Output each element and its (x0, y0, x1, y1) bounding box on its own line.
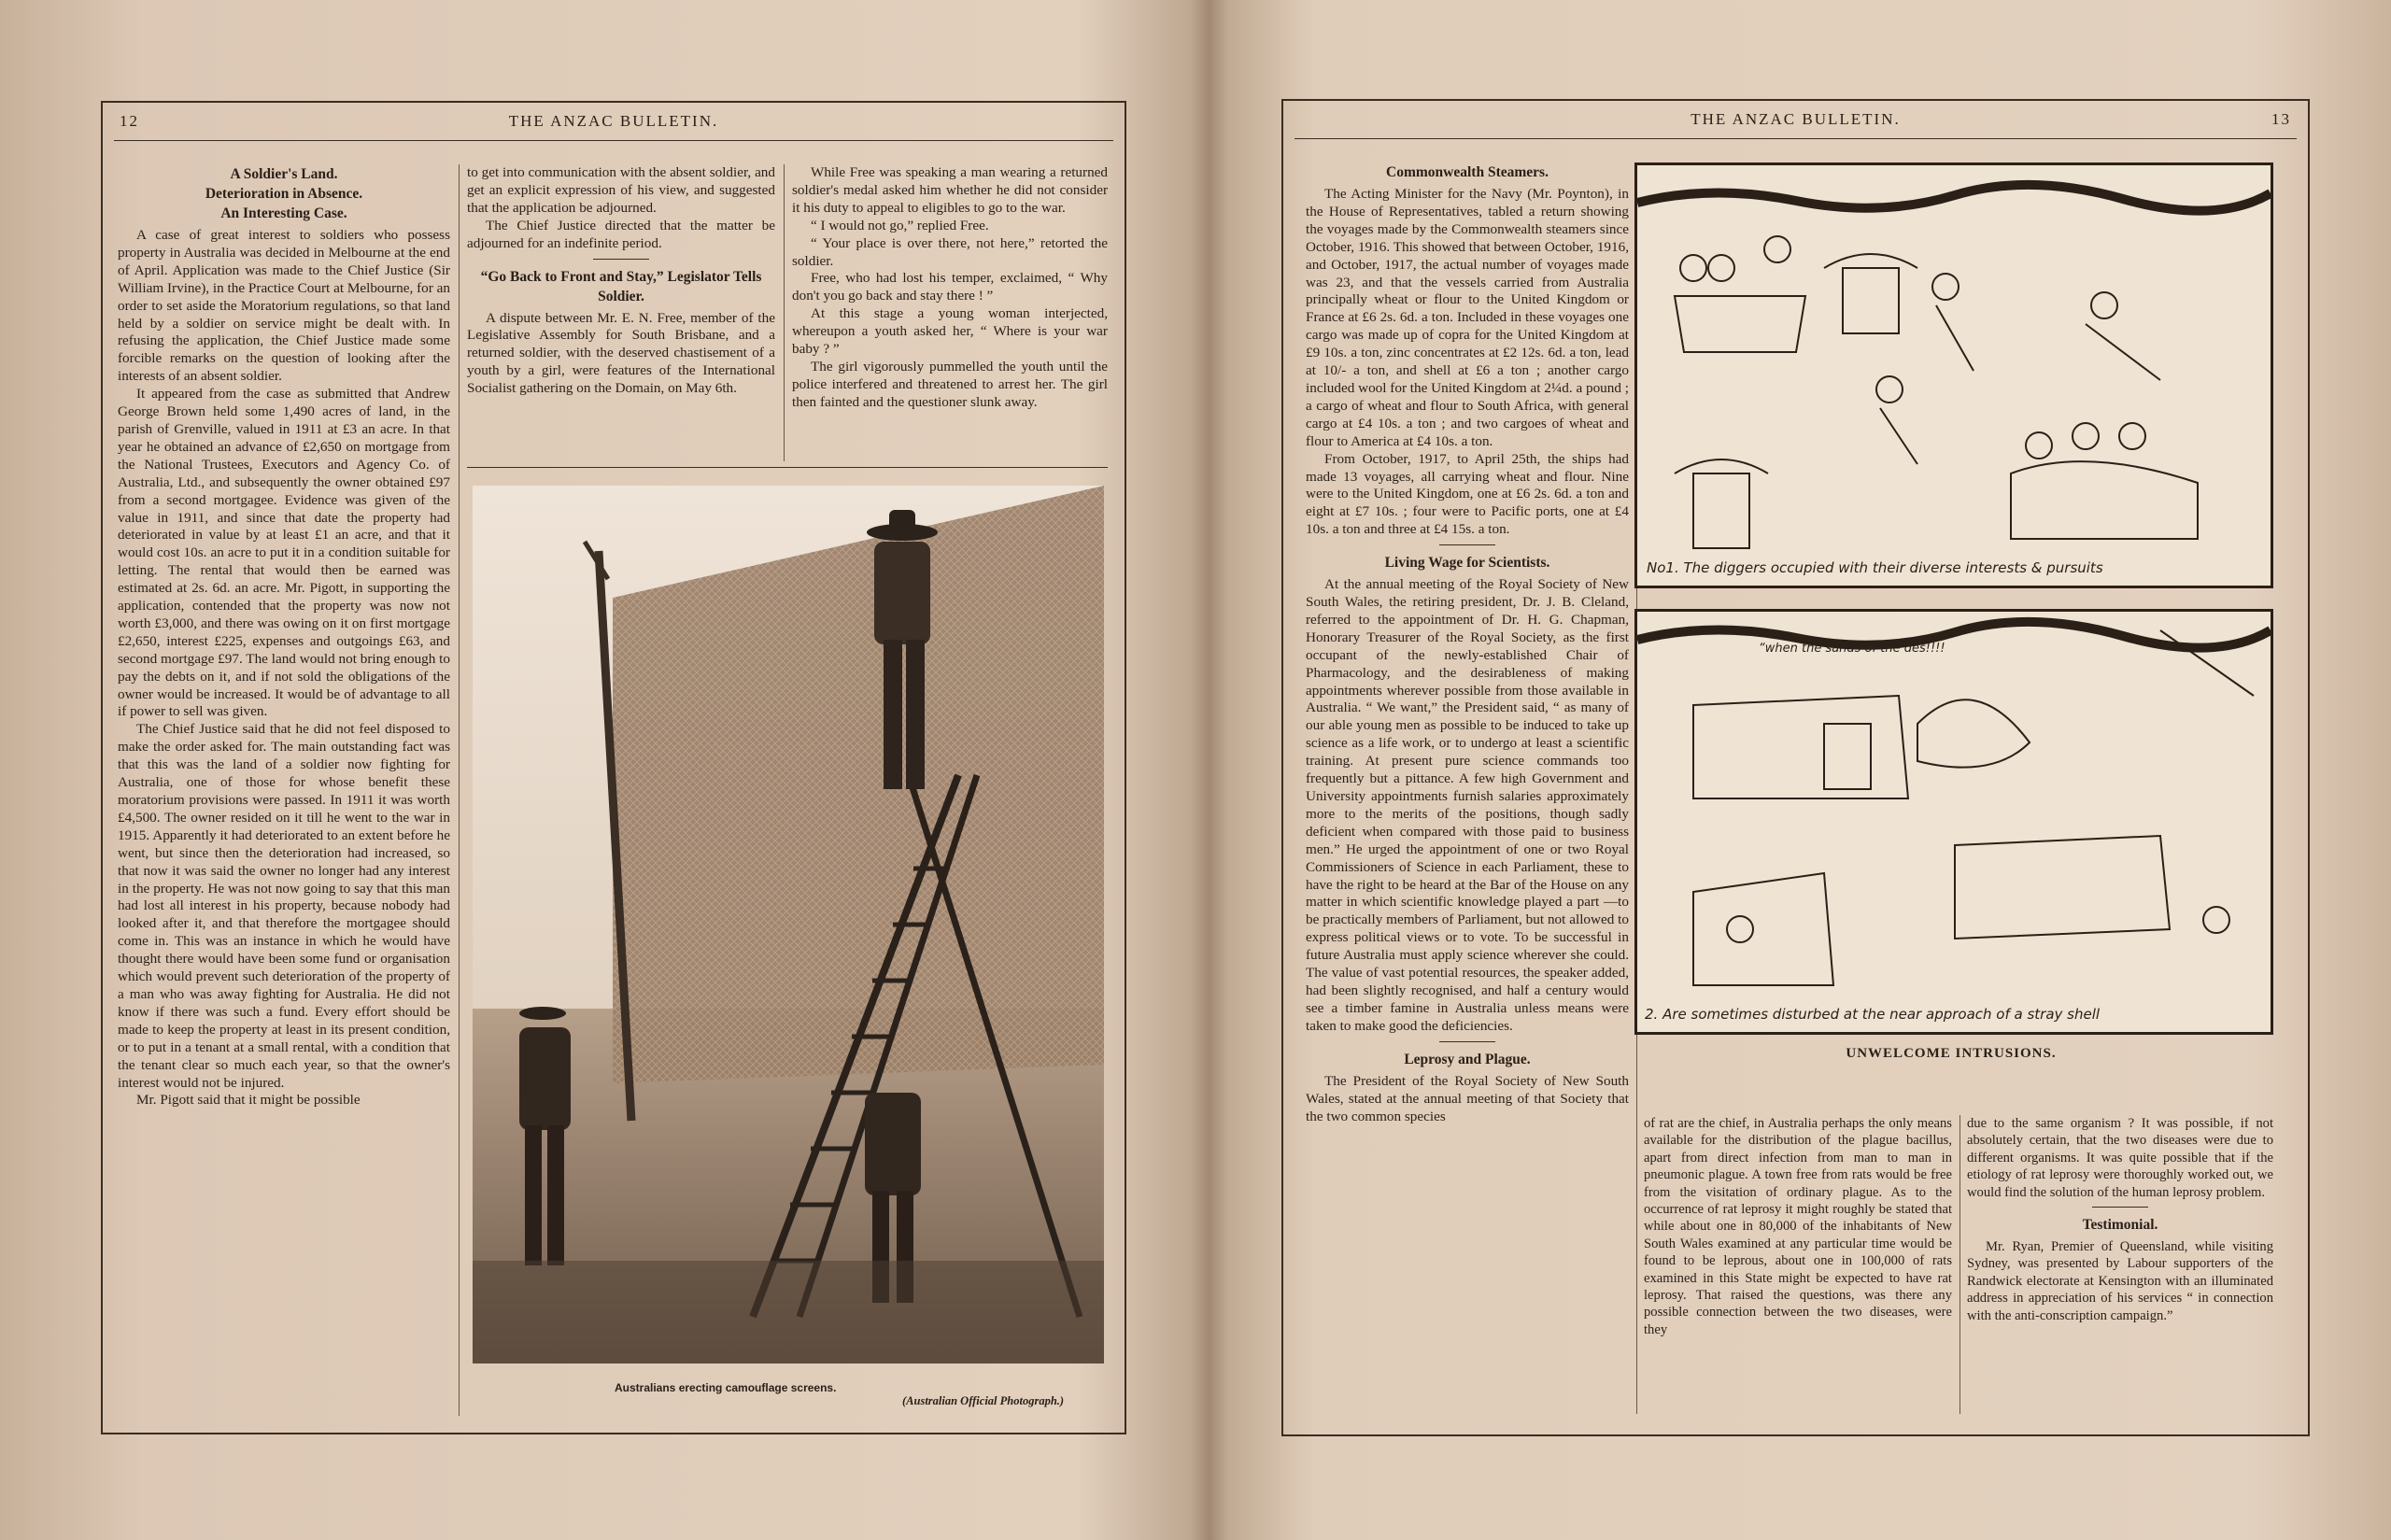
article-heading: A Soldier's Land. Deterioration in Absence. An Interesting Case. (205, 166, 363, 221)
cartoon-panel-2 (1634, 609, 2273, 1035)
book-gutter (1191, 0, 1228, 1540)
paragraph: “ Your place is over there, not here,” retorted the soldier. (792, 234, 1108, 269)
running-title: THE ANZAC BULLETIN. (508, 112, 719, 130)
cartoon-caption-2: 2. Are sometimes disturbed at the near approach of a stray shell (1645, 1006, 2101, 1023)
left-page-header (120, 112, 1108, 136)
column-divider (1959, 1115, 1960, 1414)
paragraph: A case of great interest to soldiers who possess property in Australia was decided in Melbourne at the end of April. Application was made to the Chief Justice (Sir William Irvine), in the Practice Court at Melbourne, for an order to set aside the Moratorium regulations, so that land held by a soldier on service might be dealt with. In refusing the application, the Chief Justice made some forcible remarks on the question of looking after the interests of an absent soldier. (118, 227, 450, 385)
paragraph: Free, who had lost his temper, exclaimed, “ Why don't you go back and stay there ! ” (792, 270, 1108, 304)
paragraph: Mr. Pigott said that it might be possible (136, 1092, 361, 1109)
paragraph: The Chief Justice directed that the matter be adjourned for an indefinite period. (467, 217, 775, 251)
page-number: 12 (120, 112, 139, 130)
photo-top-rule (467, 467, 1108, 468)
header-rule (1295, 138, 2297, 139)
right-page (1281, 99, 2310, 1436)
running-title: THE ANZAC BULLETIN. (1691, 110, 1901, 128)
paragraph: It appeared from the case as submitted that Andrew George Brown held some 1,490 acres of land, in the parish of Grenville, valued in 1911 at £3 an acre. In that year he obtained an advance of £2,650 on mortgage from the National Trustees, Executors and Agency Co. of Australia, Ltd., and subsequently the owner obtained £97 from a second mortgagee. Evidence was given of the value in 1911, and since that date the property had deteriorated in value by at least £1 an acre, and that it would cost 10s. an acre to put it in a condition suitable for letting. The rental that would then be earned was estimated at 2s. 6d. an acre. Mr. Pigott, in supporting the application, contended that the property was now not worth £3,000, and there was owing on it on first mortgage £2,650, interest £225, expenses and outgoings £63, and second mortgage £97. The land would not bring enough to pay the debts on it, and if not sold the obligations of the owner would be increased. It would be of advantage to all if power to sell was given. (118, 386, 450, 720)
section-rule (593, 259, 649, 260)
photo-image (473, 486, 1104, 1363)
article-heading: “Go Back to Front and Stay,” Legislator Tells Soldier. (480, 268, 762, 304)
photo-caption: Australians erecting camouflage screens. (615, 1381, 837, 1394)
section-rule (1439, 544, 1495, 545)
paragraph: From October, 1917, to April 25th, the ships had made 13 voyages, all carrying wheat and flour. Nine were to the United Kingdom, one at £6 2s. 6d. a ton and eight at £7 10s. ; four were to Pacific ports, one at £4 10s. a ton and three at £4 15s. a ton. (1306, 450, 1629, 538)
cartoon-speech: “when the sands of the des!!!! (1759, 642, 1945, 656)
cartoon-caption-1: No1. The diggers occupied with their diverse interests & pursuits (1647, 559, 2103, 576)
article-heading: Leprosy and Plague. (1404, 1051, 1531, 1067)
camouflage-photo (473, 486, 1104, 1363)
article-heading: Living Wage for Scientists. (1384, 555, 1550, 572)
right-column-2 (1644, 1115, 1952, 1420)
column-divider (784, 164, 785, 461)
right-column-3 (1967, 1115, 2273, 1420)
page-number: 13 (2271, 110, 2291, 128)
paragraph: due to the same organism ? It was possible, if not absolutely certain, that the two diseases were due to different organisms. It was quite possible that if the etiology of rat leprosy were thoroughly worked out, we would find the solution of the human leprosy problem. (1967, 1116, 2273, 1200)
article-heading: Testimonial. (2082, 1217, 2158, 1234)
article-heading: Commonwealth Steamers. (1386, 164, 1549, 180)
paragraph: of rat are the chief, in Australia perhaps the only means available for the distribution of the plague bacillus, apart from direct infection from man to man in pneumonic plague. A town free from rats would be free from the visitation of ordinary plague. As to the occurrence of rat leprosy it might roughly be stated that while about one in 80,000 of the inhabitants of New South Wales examined at any particular time would be found to be leprous, about one in 100,000 of rats examined in this State might be expected to have rat leprosy. That raised the questions, was there any possible connection between the two diseases, were they (1644, 1116, 1952, 1337)
paragraph: The girl vigorously pummelled the youth until the police interfered and threatened to arrest her. The girl then fainted and the questioner slunk away. (792, 358, 1108, 410)
photo-credit: (Australian Official Photograph.) (902, 1394, 1065, 1407)
paragraph: A dispute between Mr. E. N. Free, member of the Legislative Assembly for South Brisbane, and a returned soldier, with the deserved chastisement of a youth by a girl, were features of the International Socialist gathering on the Domain, on May 6th. (467, 309, 775, 397)
paragraph: The President of the Royal Society of New South Wales, stated at the annual meeting of that Society that the two common species (1306, 1072, 1629, 1124)
paragraph: Mr. Ryan, Premier of Queensland, while visiting Sydney, was presented by Labour supporters of the Randwick electorate at Kensington with an illuminated address in appreciation of his services “ in connection with the anti-conscription campaign.” (1967, 1239, 2273, 1323)
left-column-2 (467, 164, 775, 461)
left-page (101, 101, 1126, 1434)
right-column-1 (1306, 162, 1629, 1420)
cartoon-drawing (1637, 165, 2271, 586)
paragraph: “ I would not go,” replied Free. (811, 217, 989, 233)
paragraph: The Chief Justice said that he did not feel disposed to make the order asked for. The main outstanding fact was that this was the land of a soldier now fighting for Australia, one of those for whose benefit these moratorium provisions were passed. In 1911 it was worth £4,500. The owner resided on it till he went to the war in 1915. Apparently it had deteriorated to an extent before he went, but since then the deterioration had increased, so that now it was said the owner no longer had any interest in the property. He was not now going to say that this man had lost all interest in his property, because nobody had looked after it, and that therefore the mortgagee should come in. This was an instance in which he would have thought there would have been some fund or organisation which would prevent such deterioration of the property of a man who was away fighting for Australia. He did not know if there was such a fund. Every effort should be made to keep the property at least in its present condition, or to put in a tenant at a small rental, with a condition that the tenant clear so much each year, so that the owner's interest would not be injured. (118, 721, 450, 1091)
cartoon-title: UNWELCOME INTRUSIONS. (1846, 1046, 2057, 1061)
left-column-1 (118, 164, 450, 1421)
paragraph: While Free was speaking a man wearing a returned soldier's medal asked him whether he did not consider it his duty to appeal to eligibles to go to the war. (792, 164, 1108, 216)
cartoon-panel-1 (1634, 162, 2273, 588)
right-page-header (1300, 110, 2291, 134)
section-rule (1439, 1041, 1495, 1042)
paragraph: The Acting Minister for the Navy (Mr. Poynton), in the House of Representatives, tabled a return showing the voyages made by the Commonwealth steamers since October, 1916. This showed that between October, 1916, and October, 1917, the actual number of voyages made was 23, and that the vessels carried from Australia principally wheat or flour to the United Kingdom or France at £6 2s. 6d. a ton. Included in these voyages one cargo was made up of copra for the United Kingdom at £9 10s. a ton, zinc concentrates at £2 12s. 6d. a ton, lead at 10/- a ton, and shell at £6 a ton ; another cargo included wool for the United Kingdom at 2¼d. a pound ; a cargo of wheat and flour to South Africa, with general cargo at £4 10s. a ton ; and two cargoes of wheat and flour to America at £4 10s. a ton. (1306, 186, 1629, 449)
section-rule (2092, 1207, 2148, 1208)
column-divider (459, 164, 460, 1416)
paragraph: At this stage a young woman interjected, whereupon a youth asked her, “ Where is your war baby ? ” (792, 305, 1108, 358)
paragraph: At the annual meeting of the Royal Society of New South Wales, the retiring president, Dr. J. B. Cleland, referred to the appointment of Dr. H. G. Chapman, Honorary Treasurer of the Royal Society, as the first occupant of the newly-established Chair of Pharmacology, and the desirableness of making appointments wherever possible from those available in Australia. “ We want,” the President said, “ as many of our able young men as possible to be induced to take up science as a life work, or to undergo at least a scientific training. At present pure science commands too frequently but a pittance. A few high Government and University appointments furnish salaries approximately more to the merits of the positions, though sadly deficient when compared with those paid to business men.” He urged the appointment of one or two Royal Commissioners of Science in each Parliament, these to have the right to be heard at the Bar of the House on any matter in which scientific knowledge played a part —to be practically members of Parliament, but not allowed to express political views or to vote. To be successful in future Australia must apply science wherever she could. The value of vast potential resources, the speaker added, had been slightly recognised, and half a century would see a timber famine in Australia unless means were taken to make good the deficiencies. (1306, 576, 1629, 1034)
paragraph: to get into communication with the absent soldier, and get an explicit expression of his view, and suggested that the application be adjourned. (467, 164, 775, 216)
header-rule (114, 140, 1113, 141)
left-column-3 (792, 164, 1108, 461)
cartoon-drawing (1637, 612, 2271, 1032)
